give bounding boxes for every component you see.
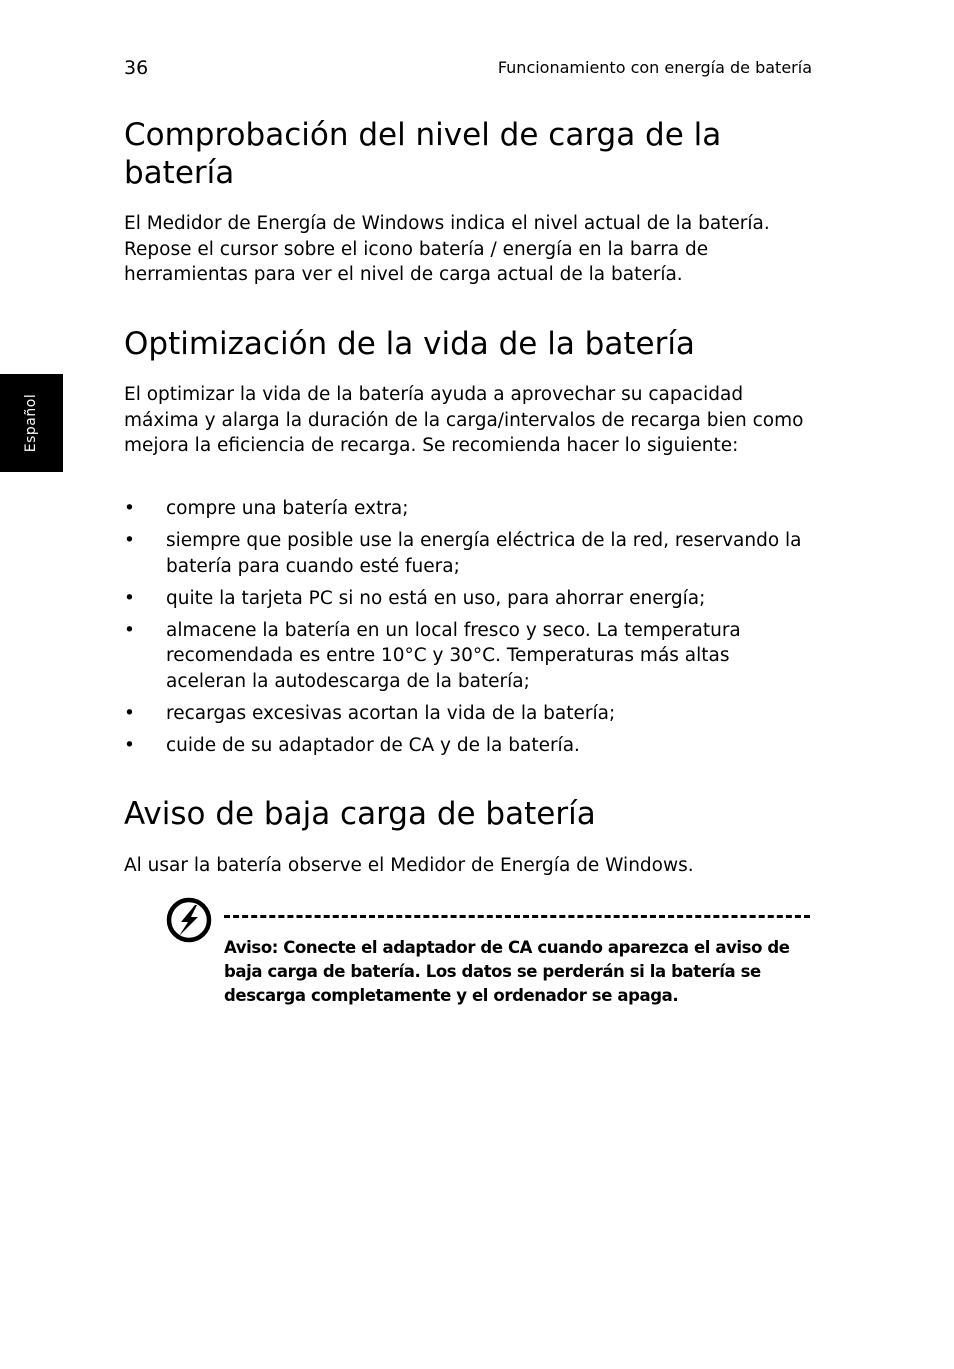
page-number: 36 (124, 57, 149, 79)
section-battery-level (124, 116, 810, 192)
list-item (124, 701, 810, 727)
list-item (124, 618, 810, 695)
bullet-glyph: • (124, 587, 135, 609)
section-heading: Aviso de baja carga de batería (124, 796, 596, 832)
warning-dashed-divider (224, 915, 810, 918)
section-heading: Optimización de la vida de la batería (124, 326, 695, 362)
section-heading: Comprobación del nivel de carga de la batería (124, 117, 722, 191)
section-battery-life-body (124, 382, 810, 459)
bullet-glyph: • (124, 702, 135, 724)
list-item-text: quite la tarjeta PC si no está en uso, para ahorrar energía; (166, 587, 706, 609)
section-battery-life (124, 325, 810, 363)
warning-text: Aviso: Conecte el adaptador de CA cuando aparezca el aviso de baja carga de batería. Los datos se perderán si la batería se descarga completamente y el ordenador se apaga. (224, 938, 790, 1005)
section-low-battery-body (124, 853, 810, 879)
side-tab-label: Español (23, 393, 39, 453)
lightning-warning-icon (165, 896, 213, 944)
list-item-text: recargas excesivas acortan la vida de la batería; (166, 702, 616, 724)
battery-tips-list (124, 496, 810, 758)
bullet-glyph: • (124, 498, 135, 519)
list-item (124, 733, 810, 759)
list-item (124, 586, 810, 612)
running-header: Funcionamiento con energía de batería (497, 58, 812, 77)
battery-tips-list-wrapper (124, 496, 810, 765)
list-item-text: almacene la batería en un local fresco y seco. La temperatura recomendada es entre 10°C y 30°C. Temperaturas más altas aceleran la autodescarga de la batería; (166, 619, 741, 692)
bullet-glyph: • (124, 734, 135, 756)
list-item-text: siempre que posible use la energía eléctrica de la red, reservando la batería para cuando esté fuera; (166, 530, 802, 577)
list-item (124, 528, 810, 579)
section-low-battery (124, 795, 810, 833)
body-paragraph: El Medidor de Energía de Windows indica el nivel actual de la batería. Repose el cursor sobre el icono batería / energía en la barra de herramientas para ver el nivel de carga actual de la batería. (124, 213, 770, 285)
language-side-tab (0, 374, 63, 472)
bullet-glyph: • (124, 530, 135, 551)
body-paragraph: El optimizar la vida de la batería ayuda a aprovechar su capacidad máxima y alarga la duración de la carga/intervalos de recarga bien como mejora la eficiencia de recarga. Se recomienda hacer lo siguiente: (124, 384, 804, 456)
bullet-glyph: • (124, 619, 135, 641)
list-item-text: cuide de su adaptador de CA y de la batería. (166, 734, 580, 756)
body-paragraph: Al usar la batería observe el Medidor de Energía de Windows. (124, 855, 694, 876)
list-item-text: compre una batería extra; (166, 498, 409, 519)
section-battery-level-body (124, 211, 810, 288)
list-item (124, 496, 810, 522)
